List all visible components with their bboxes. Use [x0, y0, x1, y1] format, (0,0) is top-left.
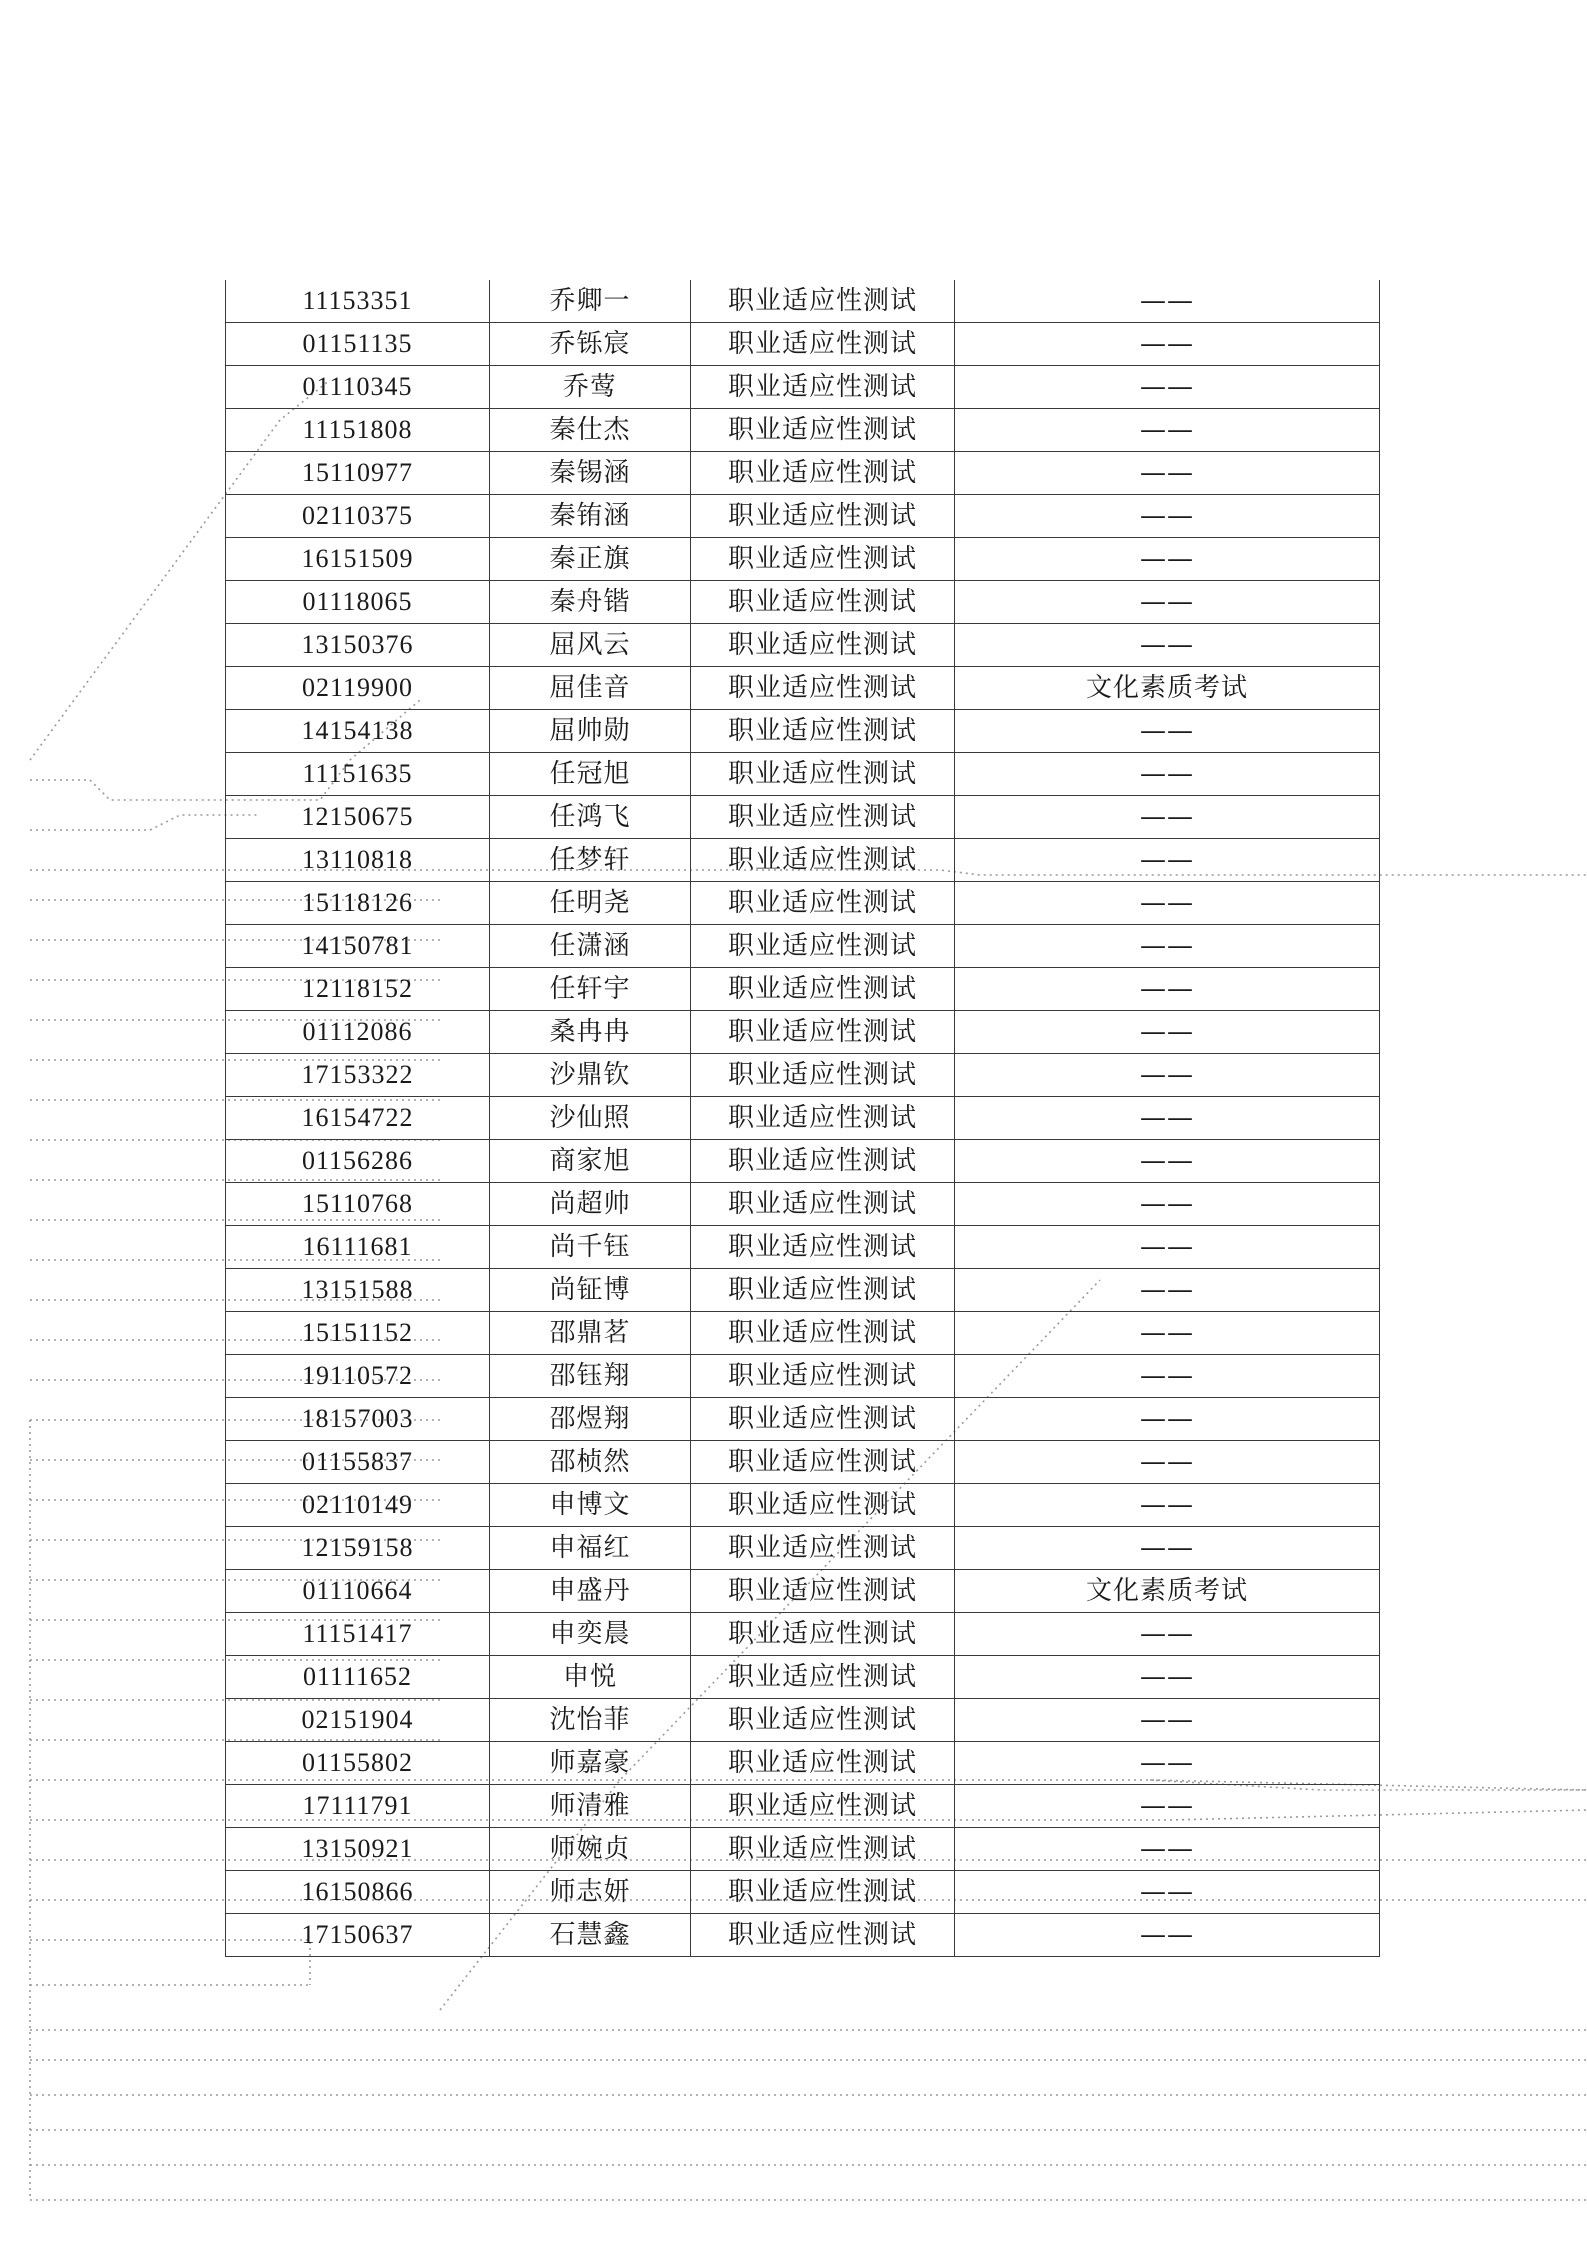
candidate-name-cell: 尚千钰: [490, 1226, 691, 1269]
table-row: [226, 1699, 1380, 1742]
candidate-id-cell: 15110977: [226, 452, 490, 495]
table-row: [226, 968, 1380, 1011]
candidate-name-cell: 邵鼎茗: [490, 1312, 691, 1355]
exam-extra-cell: ——: [955, 1613, 1380, 1656]
candidate-name-cell: 屈风云: [490, 624, 691, 667]
candidate-id-cell: 13110818: [226, 839, 490, 882]
exam-type-cell: 职业适应性测试: [691, 1312, 955, 1355]
candidate-id-cell: 18157003: [226, 1398, 490, 1441]
candidate-name-cell: 申盛丹: [490, 1570, 691, 1613]
table-row: [226, 925, 1380, 968]
exam-type-cell: 职业适应性测试: [691, 323, 955, 366]
candidate-id-cell: 13151588: [226, 1269, 490, 1312]
exam-type-cell: 职业适应性测试: [691, 581, 955, 624]
table-row: [226, 1484, 1380, 1527]
exam-type-cell: 职业适应性测试: [691, 1613, 955, 1656]
exam-type-cell: 职业适应性测试: [691, 495, 955, 538]
candidate-id-cell: 11151417: [226, 1613, 490, 1656]
table-row: [226, 1097, 1380, 1140]
candidate-id-cell: 15151152: [226, 1312, 490, 1355]
candidate-name-cell: 乔铄宸: [490, 323, 691, 366]
exam-type-cell: 职业适应性测试: [691, 1226, 955, 1269]
exam-type-cell: 职业适应性测试: [691, 968, 955, 1011]
exam-type-cell: 职业适应性测试: [691, 1656, 955, 1699]
candidate-id-cell: 16150866: [226, 1871, 490, 1914]
candidate-name-cell: 师志妍: [490, 1871, 691, 1914]
candidate-name-cell: 师婉贞: [490, 1828, 691, 1871]
exam-type-cell: 职业适应性测试: [691, 1355, 955, 1398]
table-row: [226, 280, 1380, 323]
exam-type-cell: 职业适应性测试: [691, 624, 955, 667]
exam-type-cell: 职业适应性测试: [691, 1097, 955, 1140]
candidate-id-cell: 17153322: [226, 1054, 490, 1097]
table-row: [226, 581, 1380, 624]
table-row: [226, 1914, 1380, 1957]
exam-extra-cell: ——: [955, 968, 1380, 1011]
candidate-table: [225, 280, 1380, 1957]
table-row: [226, 1269, 1380, 1312]
exam-extra-cell: ——: [955, 1484, 1380, 1527]
table-row: [226, 710, 1380, 753]
table-row: [226, 1871, 1380, 1914]
exam-type-cell: 职业适应性测试: [691, 1570, 955, 1613]
exam-extra-cell: ——: [955, 1011, 1380, 1054]
exam-type-cell: 职业适应性测试: [691, 1183, 955, 1226]
exam-type-cell: 职业适应性测试: [691, 882, 955, 925]
exam-type-cell: 职业适应性测试: [691, 1441, 955, 1484]
exam-extra-cell: ——: [955, 1140, 1380, 1183]
candidate-name-cell: 秦舟锴: [490, 581, 691, 624]
exam-extra-cell: ——: [955, 1097, 1380, 1140]
candidate-id-cell: 16111681: [226, 1226, 490, 1269]
exam-extra-cell: ——: [955, 882, 1380, 925]
table-row: [226, 1527, 1380, 1570]
exam-extra-cell: ——: [955, 1183, 1380, 1226]
exam-type-cell: 职业适应性测试: [691, 796, 955, 839]
table-row: [226, 796, 1380, 839]
candidate-id-cell: 16151509: [226, 538, 490, 581]
candidate-id-cell: 13150921: [226, 1828, 490, 1871]
candidate-id-cell: 01110664: [226, 1570, 490, 1613]
exam-type-cell: 职业适应性测试: [691, 710, 955, 753]
exam-extra-cell: ——: [955, 1398, 1380, 1441]
candidate-id-cell: 12118152: [226, 968, 490, 1011]
candidate-name-cell: 申奕晨: [490, 1613, 691, 1656]
candidate-name-cell: 师清雅: [490, 1785, 691, 1828]
candidate-id-cell: 11151635: [226, 753, 490, 796]
exam-extra-cell: ——: [955, 1269, 1380, 1312]
table-row: [226, 495, 1380, 538]
exam-extra-cell: ——: [955, 409, 1380, 452]
exam-extra-cell: ——: [955, 1054, 1380, 1097]
candidate-id-cell: 01110345: [226, 366, 490, 409]
exam-extra-cell: ——: [955, 796, 1380, 839]
candidate-name-cell: 沙鼎钦: [490, 1054, 691, 1097]
exam-type-cell: 职业适应性测试: [691, 1140, 955, 1183]
table-row: [226, 1570, 1380, 1613]
table-row: [226, 1828, 1380, 1871]
candidate-name-cell: 屈佳音: [490, 667, 691, 710]
table-row: [226, 323, 1380, 366]
table-row: [226, 1312, 1380, 1355]
exam-type-cell: 职业适应性测试: [691, 1828, 955, 1871]
candidate-name-cell: 任潇涵: [490, 925, 691, 968]
exam-extra-cell: ——: [955, 452, 1380, 495]
exam-type-cell: 职业适应性测试: [691, 1054, 955, 1097]
table-row: [226, 1398, 1380, 1441]
table-row: [226, 1140, 1380, 1183]
candidate-table-body: [226, 280, 1380, 1957]
table-row: [226, 1226, 1380, 1269]
exam-extra-cell: ——: [955, 1441, 1380, 1484]
exam-extra-cell: 文化素质考试: [955, 1570, 1380, 1613]
exam-type-cell: 职业适应性测试: [691, 1011, 955, 1054]
candidate-id-cell: 16154722: [226, 1097, 490, 1140]
candidate-id-cell: 02110375: [226, 495, 490, 538]
exam-extra-cell: 文化素质考试: [955, 667, 1380, 710]
candidate-id-cell: 13150376: [226, 624, 490, 667]
candidate-id-cell: 01118065: [226, 581, 490, 624]
candidate-id-cell: 12150675: [226, 796, 490, 839]
candidate-name-cell: 沈怡菲: [490, 1699, 691, 1742]
exam-type-cell: 职业适应性测试: [691, 280, 955, 323]
exam-extra-cell: ——: [955, 1871, 1380, 1914]
candidate-name-cell: 任梦轩: [490, 839, 691, 882]
candidate-id-cell: 14154138: [226, 710, 490, 753]
candidate-id-cell: 17150637: [226, 1914, 490, 1957]
exam-type-cell: 职业适应性测试: [691, 839, 955, 882]
candidate-id-cell: 15118126: [226, 882, 490, 925]
candidate-name-cell: 申福红: [490, 1527, 691, 1570]
exam-extra-cell: ——: [955, 710, 1380, 753]
candidate-id-cell: 11153351: [226, 280, 490, 323]
candidate-id-cell: 01155802: [226, 1742, 490, 1785]
candidate-id-cell: 01156286: [226, 1140, 490, 1183]
exam-extra-cell: ——: [955, 581, 1380, 624]
exam-extra-cell: ——: [955, 1828, 1380, 1871]
exam-type-cell: 职业适应性测试: [691, 1785, 955, 1828]
table-row: [226, 1785, 1380, 1828]
exam-type-cell: 职业适应性测试: [691, 1699, 955, 1742]
candidate-name-cell: 任鸿飞: [490, 796, 691, 839]
exam-extra-cell: ——: [955, 753, 1380, 796]
exam-type-cell: 职业适应性测试: [691, 1398, 955, 1441]
candidate-name-cell: 屈帅勋: [490, 710, 691, 753]
exam-extra-cell: ——: [955, 1914, 1380, 1957]
table-row: [226, 538, 1380, 581]
candidate-name-cell: 邵桢然: [490, 1441, 691, 1484]
exam-extra-cell: ——: [955, 839, 1380, 882]
candidate-id-cell: 01151135: [226, 323, 490, 366]
table-row: [226, 1183, 1380, 1226]
candidate-id-cell: 01112086: [226, 1011, 490, 1054]
candidate-name-cell: 申悦: [490, 1656, 691, 1699]
candidate-name-cell: 任冠旭: [490, 753, 691, 796]
exam-type-cell: 职业适应性测试: [691, 1914, 955, 1957]
table-row: [226, 1613, 1380, 1656]
table-row: [226, 366, 1380, 409]
exam-extra-cell: ——: [955, 1527, 1380, 1570]
exam-type-cell: 职业适应性测试: [691, 538, 955, 581]
candidate-name-cell: 尚钲博: [490, 1269, 691, 1312]
table-row: [226, 839, 1380, 882]
table-row: [226, 452, 1380, 495]
exam-extra-cell: ——: [955, 1785, 1380, 1828]
exam-extra-cell: ——: [955, 366, 1380, 409]
table-row: [226, 1656, 1380, 1699]
exam-type-cell: 职业适应性测试: [691, 1484, 955, 1527]
exam-type-cell: 职业适应性测试: [691, 366, 955, 409]
exam-extra-cell: ——: [955, 624, 1380, 667]
candidate-name-cell: 任明尧: [490, 882, 691, 925]
exam-extra-cell: ——: [955, 1742, 1380, 1785]
candidate-id-cell: 11151808: [226, 409, 490, 452]
exam-type-cell: 职业适应性测试: [691, 452, 955, 495]
exam-type-cell: 职业适应性测试: [691, 925, 955, 968]
table-row: [226, 409, 1380, 452]
exam-extra-cell: ——: [955, 1226, 1380, 1269]
table-row: [226, 1054, 1380, 1097]
candidate-id-cell: 01111652: [226, 1656, 490, 1699]
table-row: [226, 1742, 1380, 1785]
candidate-name-cell: 桑冉冉: [490, 1011, 691, 1054]
candidate-name-cell: 沙仙照: [490, 1097, 691, 1140]
table-row: [226, 667, 1380, 710]
exam-type-cell: 职业适应性测试: [691, 667, 955, 710]
exam-extra-cell: ——: [955, 1656, 1380, 1699]
candidate-id-cell: 14150781: [226, 925, 490, 968]
candidate-name-cell: 乔莺: [490, 366, 691, 409]
candidate-id-cell: 17111791: [226, 1785, 490, 1828]
exam-extra-cell: ——: [955, 323, 1380, 366]
exam-type-cell: 职业适应性测试: [691, 1269, 955, 1312]
candidate-table-sheet: [225, 280, 1379, 1957]
candidate-id-cell: 02151904: [226, 1699, 490, 1742]
exam-extra-cell: ——: [955, 1355, 1380, 1398]
candidate-name-cell: 商家旭: [490, 1140, 691, 1183]
candidate-id-cell: 12159158: [226, 1527, 490, 1570]
candidate-name-cell: 师嘉豪: [490, 1742, 691, 1785]
candidate-name-cell: 秦铕涵: [490, 495, 691, 538]
candidate-name-cell: 邵钰翔: [490, 1355, 691, 1398]
candidate-name-cell: 秦锡涵: [490, 452, 691, 495]
candidate-name-cell: 申博文: [490, 1484, 691, 1527]
table-row: [226, 1441, 1380, 1484]
candidate-name-cell: 秦仕杰: [490, 409, 691, 452]
exam-type-cell: 职业适应性测试: [691, 753, 955, 796]
exam-extra-cell: ——: [955, 925, 1380, 968]
exam-type-cell: 职业适应性测试: [691, 1742, 955, 1785]
table-row: [226, 1355, 1380, 1398]
exam-extra-cell: ——: [955, 538, 1380, 581]
table-row: [226, 882, 1380, 925]
candidate-name-cell: 任轩宇: [490, 968, 691, 1011]
table-row: [226, 753, 1380, 796]
candidate-name-cell: 邵煜翔: [490, 1398, 691, 1441]
exam-extra-cell: ——: [955, 1312, 1380, 1355]
exam-type-cell: 职业适应性测试: [691, 1871, 955, 1914]
candidate-id-cell: 02119900: [226, 667, 490, 710]
candidate-id-cell: 01155837: [226, 1441, 490, 1484]
candidate-name-cell: 秦正旗: [490, 538, 691, 581]
candidate-name-cell: 石慧鑫: [490, 1914, 691, 1957]
candidate-id-cell: 15110768: [226, 1183, 490, 1226]
exam-extra-cell: ——: [955, 280, 1380, 323]
exam-extra-cell: ——: [955, 1699, 1380, 1742]
exam-type-cell: 职业适应性测试: [691, 409, 955, 452]
table-row: [226, 1011, 1380, 1054]
exam-extra-cell: ——: [955, 495, 1380, 538]
exam-type-cell: 职业适应性测试: [691, 1527, 955, 1570]
candidate-name-cell: 乔卿一: [490, 280, 691, 323]
candidate-id-cell: 19110572: [226, 1355, 490, 1398]
candidate-name-cell: 尚超帅: [490, 1183, 691, 1226]
candidate-id-cell: 02110149: [226, 1484, 490, 1527]
table-row: [226, 624, 1380, 667]
